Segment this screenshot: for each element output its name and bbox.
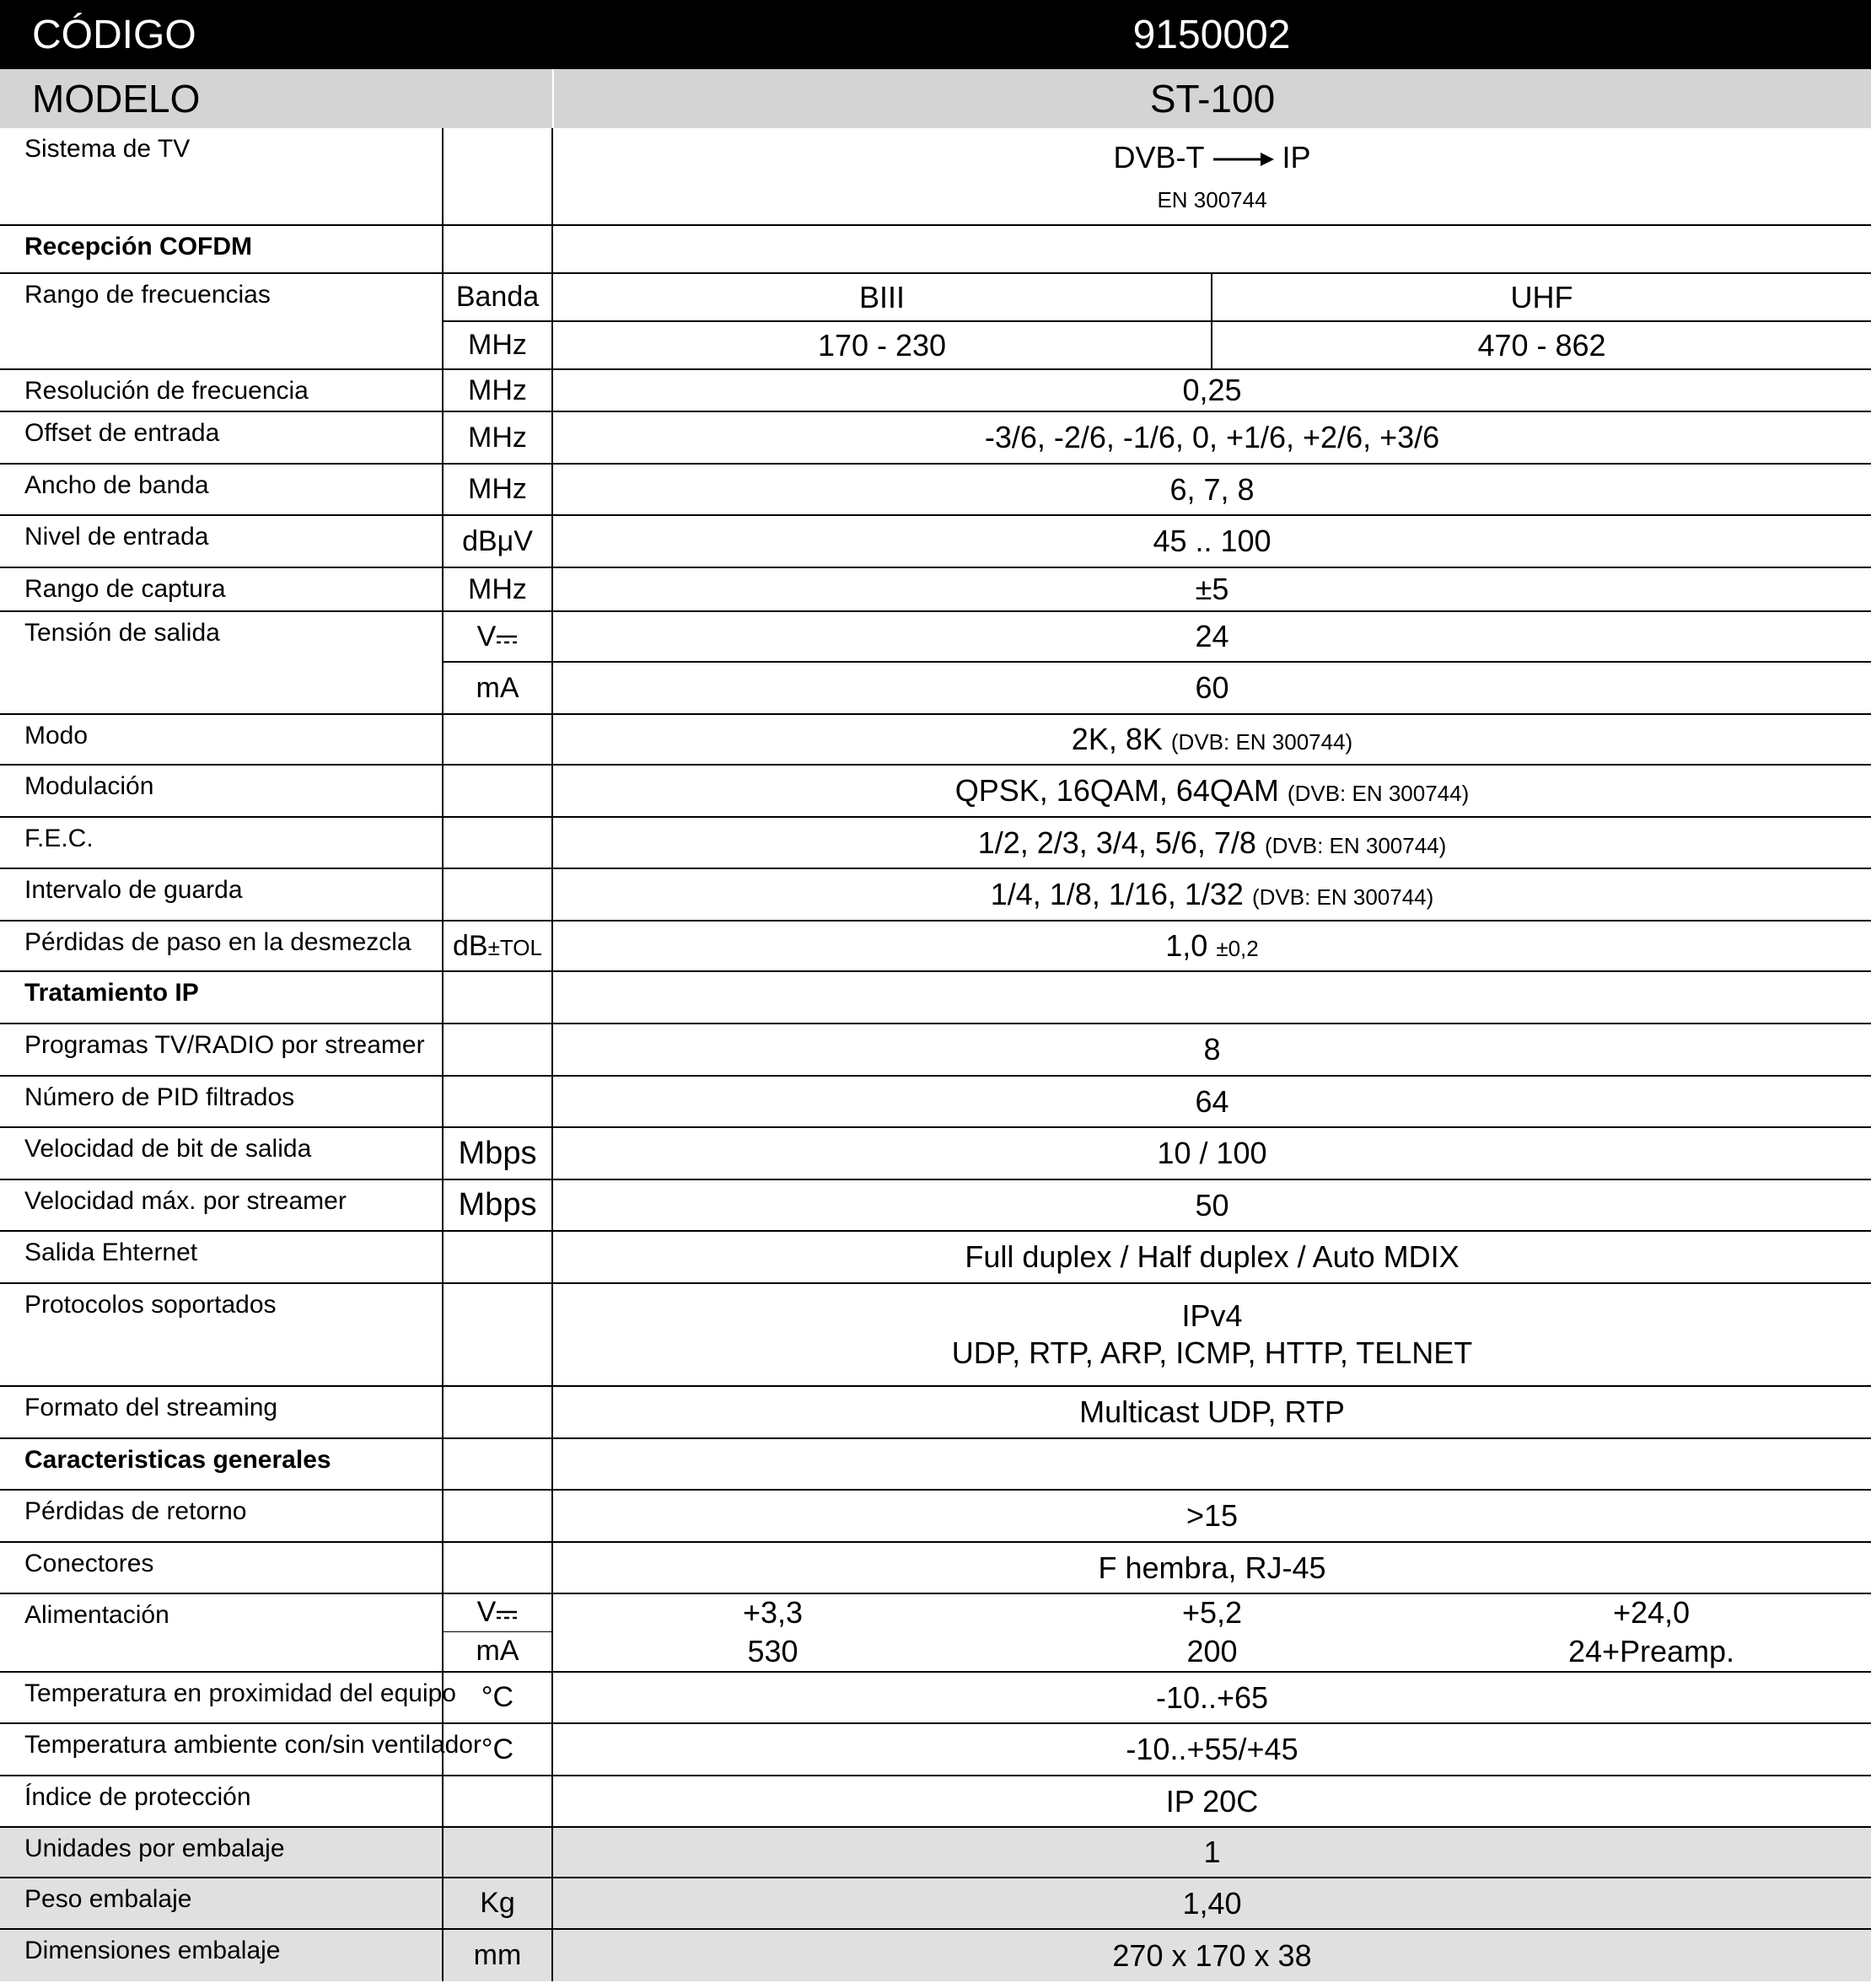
- row-label: Programas TV/RADIO por streamer: [0, 1024, 443, 1076]
- row-unit: MHz: [443, 411, 552, 464]
- table-row: [0, 1490, 1871, 1542]
- row-label: Velocidad de bit de salida: [0, 1127, 443, 1179]
- codigo-value: 9150002: [1132, 12, 1291, 57]
- table-row: [0, 1076, 1871, 1127]
- table-row: [0, 411, 1871, 464]
- row-label: Resolución de frecuencia: [0, 369, 443, 411]
- row-label: Peso embalaje: [0, 1878, 443, 1929]
- rango-unit-mhz: MHz: [443, 321, 552, 369]
- table-row: [0, 1827, 1871, 1878]
- rango-band1: BIII: [552, 273, 1212, 321]
- modelo-value: ST-100: [552, 69, 1871, 128]
- row-unit: MHz: [443, 567, 552, 611]
- sistema-value: [552, 128, 1871, 225]
- row-value: F hembra, RJ-45: [552, 1542, 1871, 1593]
- table-row: [0, 971, 1871, 1024]
- row-label: Ancho de banda: [0, 464, 443, 515]
- table-row: [0, 611, 1871, 662]
- table-row: [0, 1542, 1871, 1593]
- protocolos-label: Protocolos soportados: [0, 1283, 443, 1386]
- tension-value-v: 24: [552, 611, 1871, 662]
- perdidas-paso-unit: dB±TOL: [443, 921, 552, 971]
- table-row: [0, 921, 1871, 971]
- row-label: Intervalo de guarda: [0, 868, 443, 921]
- table-row: [0, 1438, 1871, 1490]
- alimentacion-unit-v: V: [443, 1593, 552, 1631]
- section-recepcion: Recepción COFDM: [0, 225, 443, 273]
- row-unit: Mbps: [443, 1179, 552, 1231]
- rango-label: Rango de frecuencias: [0, 273, 443, 369]
- row-value: 8: [552, 1024, 1871, 1076]
- table-row: [0, 1386, 1871, 1438]
- table-row: [0, 369, 1871, 411]
- row-unit: [443, 1490, 552, 1542]
- row-label: Modulación: [0, 765, 443, 817]
- section-ip: Tratamiento IP: [0, 971, 443, 1024]
- row-unit: [443, 1024, 552, 1076]
- row-unit: [443, 1542, 552, 1593]
- tension-label: Tensión de salida: [0, 611, 443, 714]
- dc-symbol-icon: [496, 630, 518, 647]
- rango-band2: UHF: [1212, 273, 1871, 321]
- row-label: Rango de captura: [0, 567, 443, 611]
- row-value: 45 .. 100: [552, 515, 1871, 567]
- section-generales: Caracteristicas generales: [0, 1438, 443, 1490]
- row-value: 1: [552, 1827, 1871, 1878]
- alimentacion-ma-values: 530 200 24+Preamp.: [552, 1631, 1871, 1672]
- alimentacion-label: Alimentación: [0, 1593, 443, 1672]
- row-value: -10..+55/+45: [552, 1723, 1871, 1776]
- row-value: 2K, 8K (DVB: EN 300744): [552, 714, 1871, 765]
- row-value: 6, 7, 8: [552, 464, 1871, 515]
- table-row: [0, 714, 1871, 765]
- table-row: [0, 1231, 1871, 1283]
- row-label: Índice de protección: [0, 1776, 443, 1827]
- sistema-standard: EN 300744: [1157, 186, 1267, 212]
- row-value: -10..+65: [552, 1672, 1871, 1723]
- row-label: Offset de entrada: [0, 411, 443, 464]
- table-row: [0, 1024, 1871, 1076]
- row-unit: MHz: [443, 464, 552, 515]
- row-unit: [443, 1776, 552, 1827]
- table-row: [0, 225, 1871, 273]
- row-label: Nivel de entrada: [0, 515, 443, 567]
- rango-freq1: 170 - 230: [552, 321, 1212, 369]
- tension-unit-v: V: [443, 611, 552, 662]
- dc-symbol-icon: [496, 1605, 518, 1622]
- protocolos-value: IPv4 UDP, RTP, ARP, ICMP, HTTP, TELNET: [552, 1283, 1871, 1386]
- table-row: [0, 464, 1871, 515]
- row-value: 50: [552, 1179, 1871, 1231]
- row-unit: dBμV: [443, 515, 552, 567]
- table-row: [0, 1283, 1871, 1386]
- row-label: Temperatura en proximidad del equipo: [0, 1672, 443, 1723]
- table-row: [0, 765, 1871, 817]
- table-row: [0, 1878, 1871, 1929]
- tension-value-ma: 60: [552, 662, 1871, 714]
- row-value: 10 / 100: [552, 1127, 1871, 1179]
- row-label: F.E.C.: [0, 817, 443, 868]
- row-value: ±5: [552, 567, 1871, 611]
- row-label: Número de PID filtrados: [0, 1076, 443, 1127]
- codigo-label: CÓDIGO: [32, 12, 196, 57]
- row-label: Temperatura ambiente con/sin ventilador: [0, 1723, 443, 1776]
- perdidas-paso-value: 1,0 ±0,2: [552, 921, 1871, 971]
- rango-unit-banda: Banda: [443, 273, 552, 321]
- modelo-header: [0, 69, 1871, 128]
- row-value: 1/4, 1/8, 1/16, 1/32 (DVB: EN 300744): [552, 868, 1871, 921]
- alimentacion-v-values: +3,3 +5,2 +24,0: [742, 1595, 1691, 1630]
- formato-value: Multicast UDP, RTP: [552, 1386, 1871, 1438]
- modelo-label: MODELO: [32, 77, 201, 121]
- row-label: Dimensiones embalaje: [0, 1929, 443, 1981]
- row-unit: [443, 1231, 552, 1283]
- tension-unit-ma: mA: [443, 662, 552, 714]
- row-label: Conectores: [0, 1542, 443, 1593]
- row-unit: Kg: [443, 1878, 552, 1929]
- table-row: [0, 1929, 1871, 1981]
- arrow-right-icon: [1205, 140, 1282, 175]
- codigo-header: [0, 0, 1871, 69]
- table-row: [0, 1672, 1871, 1723]
- row-label: Unidades por embalaje: [0, 1827, 443, 1878]
- table-row: [0, 1127, 1871, 1179]
- table-row: [0, 1723, 1871, 1776]
- row-value: 1,40: [552, 1878, 1871, 1929]
- row-label: Pérdidas de retorno: [0, 1490, 443, 1542]
- row-unit: °C: [443, 1723, 552, 1776]
- row-value: QPSK, 16QAM, 64QAM (DVB: EN 300744): [552, 765, 1871, 817]
- perdidas-paso-label: Pérdidas de paso en la desmezcla: [0, 921, 443, 971]
- row-unit: Mbps: [443, 1127, 552, 1179]
- row-value: 270 x 170 x 38: [552, 1929, 1871, 1981]
- sistema-from: DVB-T: [1113, 139, 1205, 175]
- table-row: [0, 567, 1871, 611]
- row-value: Full duplex / Half duplex / Auto MDIX: [552, 1231, 1871, 1283]
- rango-freq2: 470 - 862: [1212, 321, 1871, 369]
- table-row: [0, 1593, 1871, 1631]
- alimentacion-unit-ma: mA: [443, 1631, 552, 1672]
- row-value: 64: [552, 1076, 1871, 1127]
- sistema-to: IP: [1282, 139, 1311, 175]
- row-label: Modo: [0, 714, 443, 765]
- row-unit: °C: [443, 1672, 552, 1723]
- row-unit: MHz: [443, 369, 552, 411]
- row-value: >15: [552, 1490, 1871, 1542]
- sistema-label: Sistema de TV: [0, 128, 443, 225]
- table-row: [0, 128, 1871, 225]
- table-row: [0, 868, 1871, 921]
- table-row: [0, 515, 1871, 567]
- row-unit: [443, 1076, 552, 1127]
- row-value: 0,25: [552, 369, 1871, 411]
- row-unit: [443, 1827, 552, 1878]
- row-label: Velocidad máx. por streamer: [0, 1179, 443, 1231]
- row-value: -3/6, -2/6, -1/6, 0, +1/6, +2/6, +3/6: [552, 411, 1871, 464]
- row-unit: mm: [443, 1929, 552, 1981]
- spec-table: [0, 128, 1871, 1981]
- row-value: IP 20C: [552, 1776, 1871, 1827]
- row-value: 1/2, 2/3, 3/4, 5/6, 7/8 (DVB: EN 300744): [552, 817, 1871, 868]
- table-row: [0, 1179, 1871, 1231]
- table-row: [0, 273, 1871, 321]
- row-label: Salida Ehternet: [0, 1231, 443, 1283]
- table-row: [0, 817, 1871, 868]
- table-row: [0, 1776, 1871, 1827]
- formato-label: Formato del streaming: [0, 1386, 443, 1438]
